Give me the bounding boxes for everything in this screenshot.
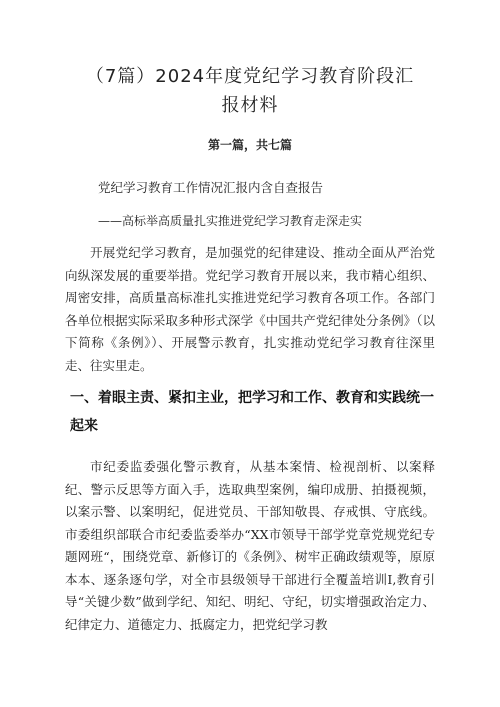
part-label: 第一篇，共七篇 [207, 138, 292, 152]
document-subtitle: 党纪学习教育工作情况汇报内含自查报告 [98, 180, 324, 195]
intro-paragraph: 开展党纪学习教育，是加强党的纪律建设、推动全面从严治党向纵深发展的重要举措。党纪学习教育开展以来，我市精心组织、周密安排，高质量高标准扎实推进党纪学习教育各项工作。各部门各单位根据实际采取多种形式深学《中国共产党纪律处分条例》（以下简称《条例》）、开展警示教育，扎实推动党纪学习教育往深里走、往实里走。 [65, 245, 435, 373]
body-paragraph: 市纪委监委强化警示教育，从基本案情、检视剖析、以案释纪、警示反思等方面入手，选取典型案例，编印成册、拍摄视频，以案示警、以案明纪，促进党员、干部知敬畏、存戒惧、守底线。市委组织部联合市纪委监委举办“XX市领导干部学党章党规党纪专题网班“，围绕党章、新修订的《条例》、树牢正确政绩观等，原原本本、逐条逐句学，对全市县级领导干部进行全覆盖培训I,教育引导“关键少数”做到学纪、知纪、明纪、守纪，切实增强政治定力、纪律定力、道德定力、抵腐定力，把党纪学习教 [65, 459, 435, 632]
dedication-line: ——高标举高质量扎实推进党纪学习教育走深走实 [98, 214, 363, 228]
section-heading: 一、着眼主责、紧扣主业，把学习和工作、教育和实践统一起来 [70, 390, 434, 434]
document-title: （7篇）2024年度党纪学习教育阶段汇报材料 [85, 66, 415, 116]
